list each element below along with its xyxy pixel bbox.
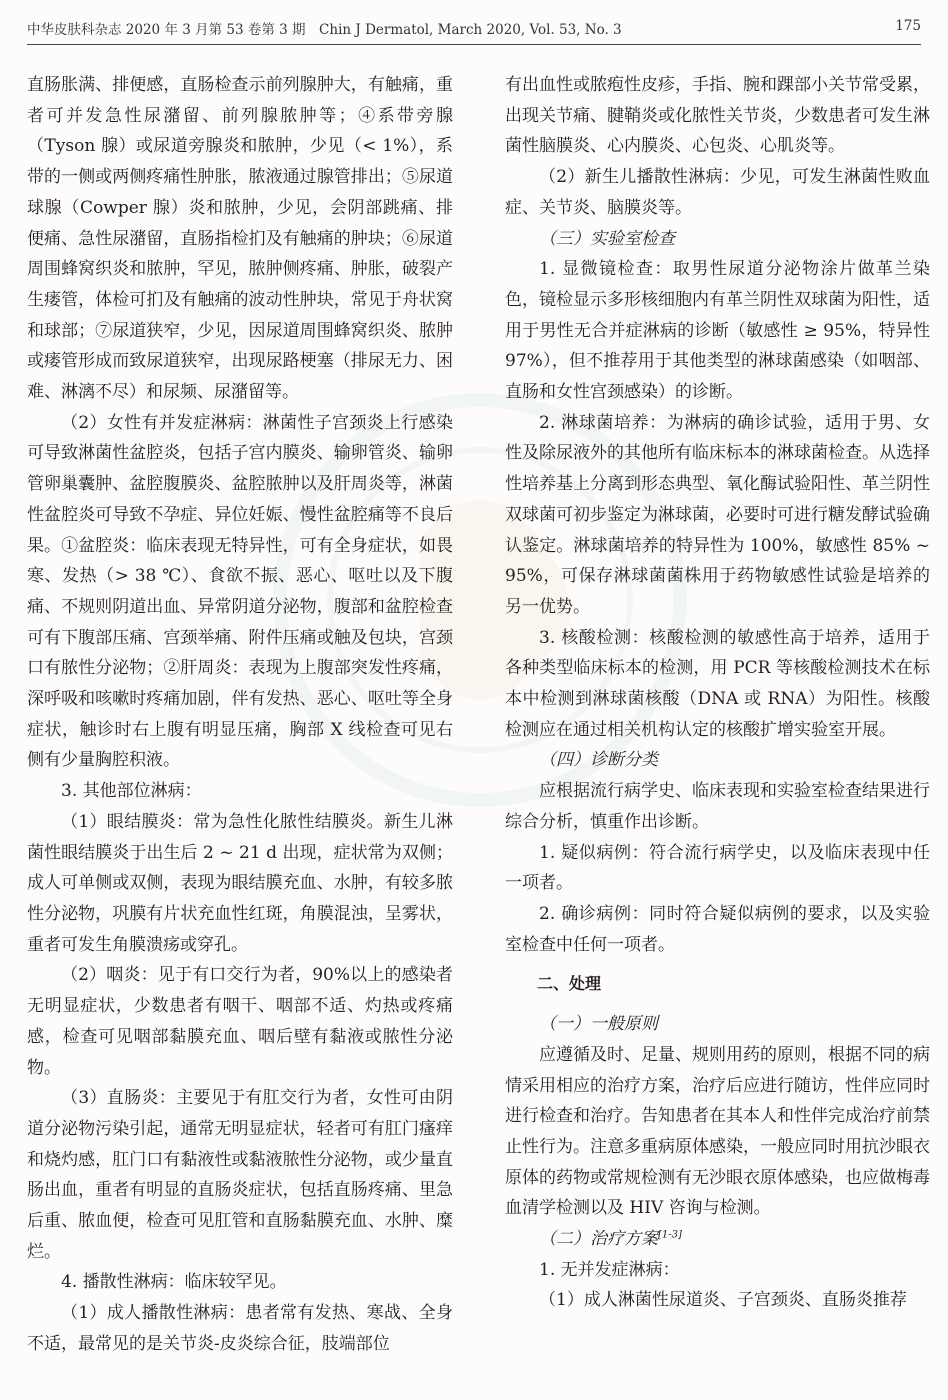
section-heading-general-principles: （一）一般原则 [539, 1014, 658, 1035]
paragraph: 2. 确诊病例：同时符合疑似病例的要求，以及实验室检查中任何一项者。 [505, 903, 930, 955]
paragraph: 1. 无并发症淋病： [539, 1259, 680, 1280]
citation-reference[interactable]: [1-3] [658, 1229, 682, 1241]
section-heading-lab-tests: （三）实验室检查 [539, 228, 675, 249]
paragraph: （2）新生儿播散性淋病：少见，可发生淋菌性败血症、关节炎、脑膜炎等。 [505, 167, 930, 218]
paragraph: 直肠胀满、排便感，直肠检查示前列腺肿大，有触痛，重者可并发急性尿潴留、前列腺脓肿等；④系带旁腺（Tyson 腺）或尿道旁腺炎和脓肿，少见（< 1%），系带的一侧或两侧疼痛性肿胀，脓液通过腺管排出；⑤尿道球腺（Cowper 腺）炎和脓肿，少见，会阴部跳痛、排便痛、急性尿潴留，直肠指检扪及有触痛的肿块；⑥尿道周围蜂窝织炎和脓肿，罕见，脓肿侧疼痛、肿胀，破裂产生瘘管，体检可扪及有触痛的波动性肿块，常见于舟状窝和球部；⑦尿道狭窄，少见，因尿道周围蜂窝织炎、脓肿或瘘管形成而致尿道狭窄，出现尿路梗塞（排尿无力、困难、淋漓不尽）和尿频、尿潴留等。 [27, 75, 453, 403]
journal-citation: 中华皮肤科杂志 2020 年 3 月第 53 卷第 3 期 Chin J Dermatol, March 2020, Vol. 53, No. 3 [27, 22, 622, 38]
section-heading-treatment-plan [505, 1224, 930, 1255]
page-number: 175 [895, 18, 921, 34]
paragraph: 应根据流行病学史、临床表现和实验室检查结果进行综合分析，慎重作出诊断。 [505, 781, 930, 832]
left-column [27, 70, 453, 1360]
running-header [27, 18, 921, 42]
paragraph: 有出血性或脓疱性皮疹，手指、腕和踝部小关节常受累，出现关节痛、腱鞘炎或化脓性关节炎，少数患者可发生淋菌性脑膜炎、心内膜炎、心包炎、心肌炎等。 [505, 75, 930, 157]
heading-text: （二）治疗方案 [539, 1229, 658, 1250]
subsection-heading: 4. 播散性淋病：临床较罕见。 [61, 1272, 287, 1293]
section-heading-diagnosis: （四）诊断分类 [539, 750, 658, 771]
paragraph: （2）女性有并发症淋病：淋菌性子宫颈炎上行感染可导致淋菌性盆腔炎，包括子宫内膜炎、输卵管炎、输卵管卵巢囊肿、盆腔腹膜炎、盆腔脓肿以及肝周炎等，淋菌性盆腔炎可导致不孕症、异位妊娠、慢性盆腔痛等不良后果。①盆腔炎：临床表现无特异性，可有全身症状，如畏寒、发热（> 38 ℃）、食欲不振、恶心、呕吐以及下腹痛、不规则阴道出血、异常阴道分泌物，腹部和盆腔检查可有下腹部压痛、宫颈举痛、附件压痛或触及包块，宫颈口有脓性分泌物；②肝周炎：表现为上腹部突发性疼痛，深呼吸和咳嗽时疼痛加剧，伴有发热、恶心、呕吐等全身症状，触诊时右上腹有明显压痛，胸部 X 线检查可见右侧有少量胸腔积液。 [27, 412, 453, 771]
header-rule [27, 44, 921, 45]
paragraph: （1）成人淋菌性尿道炎、子宫颈炎、直肠炎推荐 [539, 1290, 907, 1311]
paragraph: 3. 核酸检测：核酸检测的敏感性高于培养，适用于各种类型临床标本的检测，用 PCR 等核酸检测技术在标本中检测到淋球菌核酸（DNA 或 RNA）为阳性。核酸检测应在通过相关机构认定的核酸扩增实验室开展。 [505, 627, 930, 740]
paragraph: 应遵循及时、足量、规则用药的原则，根据不同的病情采用相应的治疗方案，治疗后应进行随访，性伴应同时进行检查和治疗。告知患者在其本人和性伴完成治疗前禁止性行为。注意多重病原体感染，一般应同时用抗沙眼衣原体的药物或常规检测有无沙眼衣原体感染，也应做梅毒血清学检测以及 HIV 咨询与检测。 [505, 1044, 930, 1219]
subsection-heading: 3. 其他部位淋病： [61, 781, 202, 802]
section-heading-treatment: 二、处理 [537, 974, 602, 994]
right-column [505, 70, 930, 1316]
paragraph: 1. 疑似病例：符合流行病学史，以及临床表现中任一项者。 [505, 842, 930, 894]
paragraph: （3）直肠炎：主要见于有肛交行为者，女性可由阴道分泌物污染引起，通常无明显症状，轻者可有肛门瘙痒和烧灼感，肛门口有黏液性或黏液脓性分泌物，或少量直肠出血，重者有明显的直肠炎症状，包括直肠疼痛、里急后重、脓血便，检查可见肛管和直肠黏膜充血、水肿、糜烂。 [27, 1088, 453, 1262]
paragraph: （1）成人播散性淋病：患者常有发热、寒战、全身不适，最常见的是关节炎-皮炎综合征，肢端部位 [27, 1303, 453, 1354]
paragraph: （1）眼结膜炎：常为急性化脓性结膜炎。新生儿淋菌性眼结膜炎于出生后 2 ~ 21 d 出现，症状常为双侧；成人可单侧或双侧，表现为眼结膜充血、水肿，有较多脓性分泌物，巩膜有片状充血性红斑，角膜混浊，呈雾状，重者可发生角膜溃疡或穿孔。 [27, 811, 453, 955]
paragraph: 1. 显微镜检查：取男性尿道分泌物涂片做革兰染色，镜检显示多形核细胞内有革兰阴性双球菌为阳性，适用于男性无合并症淋病的诊断（敏感性 ≥ 95%，特异性 97%），但不推荐用于其他类型的淋球菌感染（如咽部、直肠和女性宫颈感染）的诊断。 [505, 259, 930, 403]
paragraph: 2. 淋球菌培养：为淋病的确诊试验，适用于男、女性及除尿液外的其他所有临床标本的淋球菌检查。从选择性培养基上分离到形态典型、氧化酶试验阳性、革兰阴性双球菌可初步鉴定为淋球菌，必要时可进行糖发酵试验确认鉴定。淋球菌培养的特异性为 100%，敏感性 85% ~ 95%，可保存淋球菌菌株用于药物敏感性试验是培养的另一优势。 [505, 412, 930, 617]
paragraph: （2）咽炎：见于有口交行为者，90%以上的感染者无明显症状，少数患者有咽干、咽部不适、灼热或疼痛感，检查可见咽部黏膜充血、咽后壁有黏液或脓性分泌物。 [27, 965, 453, 1078]
